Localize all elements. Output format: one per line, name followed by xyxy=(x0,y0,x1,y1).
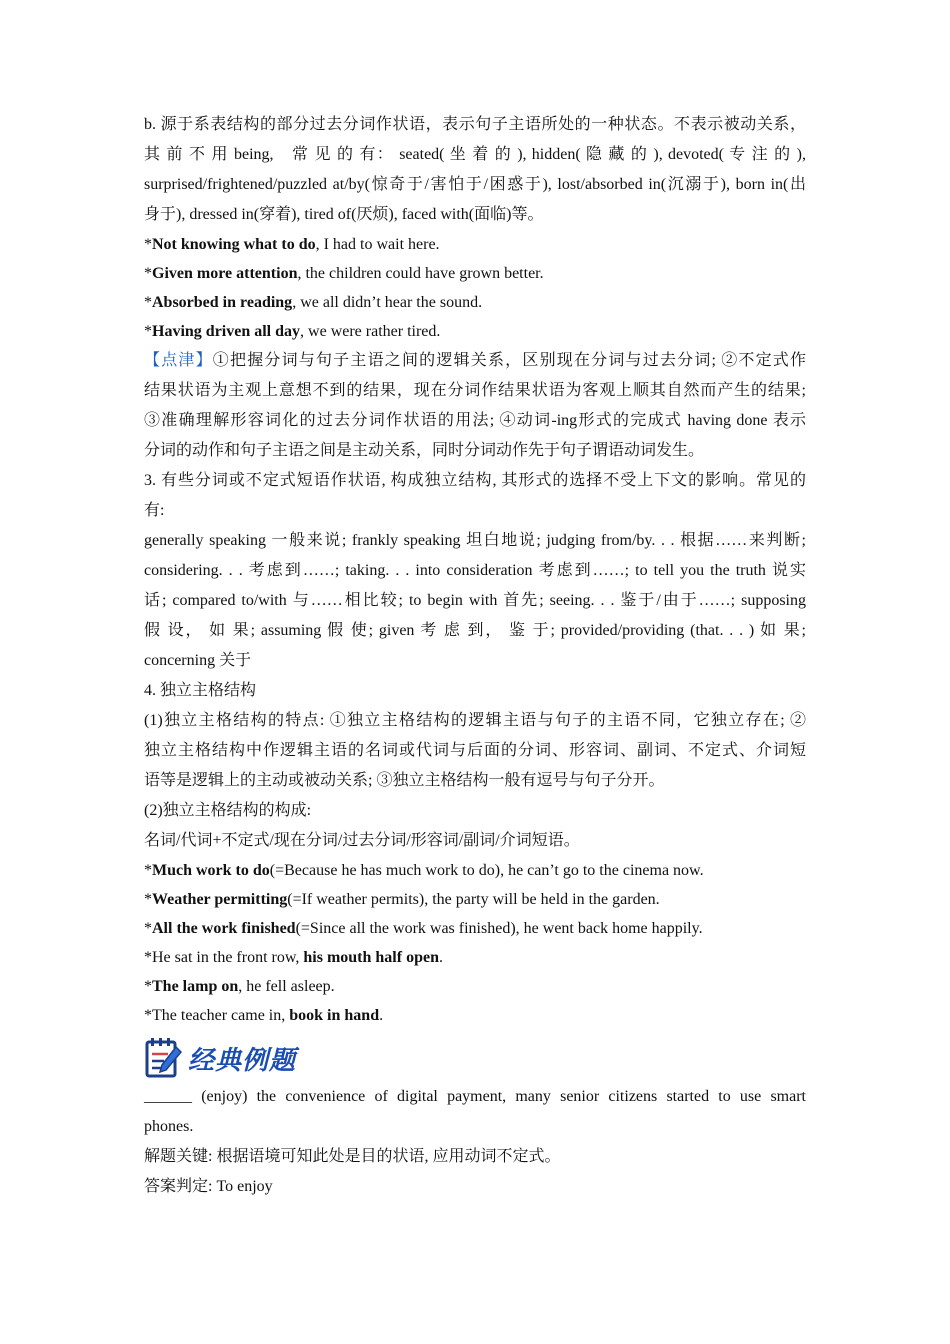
example-bold-phrase: The lamp on xyxy=(152,978,239,995)
example-bold-phrase: All the work finished xyxy=(152,920,296,937)
paragraph-line: 名词/代词+不定式/现在分词/过去分词/形容词/副词/介词短语。 xyxy=(144,832,580,849)
tip-line: 结果状语为主观上意想不到的结果，现在分词作结果状语为客观上顺其自然而产生的结果; xyxy=(144,382,806,399)
section-3 xyxy=(144,466,806,676)
paragraph-line: 3. 有些分词或不定式短语作状语, 构成独立结构, 其形式的选择不受上下文的影响。常见的 xyxy=(144,472,806,489)
example-sentence: *Much work to do(=Because he has much work to do), he can’t go to the cinema now. xyxy=(144,862,704,879)
example-sentence: *The lamp on, he fell asleep. xyxy=(144,978,335,995)
example-bold-phrase: Not knowing what to do xyxy=(152,236,316,253)
tip-line: ③准确理解形容词化的过去分词作状语的用法; ④动词-ing形式的完成式 having done 表示 xyxy=(144,412,806,429)
question-line: phones. xyxy=(144,1118,194,1135)
example-sentence: *All the work finished(=Since all the work was finished), he went back home happily. xyxy=(144,920,703,937)
example-sentence: *He sat in the front row, his mouth half open. xyxy=(144,949,443,966)
classic-example xyxy=(144,1082,806,1202)
paragraph-line: generally speaking 一般来说; frankly speaking 坦白地说; judging from/by. . . 根据……来判断; xyxy=(144,532,806,549)
tip-label: 【点津】 xyxy=(144,352,213,369)
paragraph-line: concerning 关于 xyxy=(144,652,252,669)
example-sentence: *Absorbed in reading, we all didn’t hear the sound. xyxy=(144,294,483,311)
solution-key: 解题关键: 根据语境可知此处是目的状语, 应用动词不定式。 xyxy=(144,1148,561,1165)
subheading: (2)独立主格结构的构成: xyxy=(144,802,312,819)
paragraph-line: 假 设， 如 果; assuming 假 使; given 考 虑 到， 鉴 于; provided/providing (that. . . ) 如 果; xyxy=(144,622,806,639)
tip-block xyxy=(144,346,806,466)
paragraph-line: considering. . . 考虑到……; taking. . . into consideration 考虑到……; to tell you the truth 说实 xyxy=(144,562,806,579)
paragraph-line: 有: xyxy=(144,502,165,519)
paragraph-line: (1)独立主格结构的特点: ①独立主格结构的逻辑主语与句子的主语不同，它独立存在; ② xyxy=(144,712,806,729)
paragraph-line: 其 前 不 用 being, 常 见 的 有： seated( 坐 着 的 ), hidden( 隐 藏 的 ), devoted( 专 注 的 ), xyxy=(144,146,806,163)
example-sentence: *Given more attention, the children could have grown better. xyxy=(144,265,544,282)
example-sentence: *Not knowing what to do, I had to wait here. xyxy=(144,236,440,253)
section-b xyxy=(144,110,806,230)
classic-example-header xyxy=(144,1036,806,1080)
examples-participle xyxy=(144,230,806,346)
example-bold-phrase: Having driven all day xyxy=(152,323,301,340)
paragraph-line: b. 源于系表结构的部分过去分词作状语，表示句子主语所处的一种状态。不表示被动关系， xyxy=(144,116,806,133)
example-bold-phrase: book in hand xyxy=(289,1007,380,1024)
section-heading: 4. 独立主格结构 xyxy=(144,682,257,699)
paragraph-line: 话; compared to/with 与……相比较; to begin with 首先; seeing. . . 鉴于/由于……; supposing xyxy=(144,592,806,609)
tip-line: 分词的动作和句子主语之间是主动关系，同时分词动作先于句子谓语动词发生。 xyxy=(144,442,705,459)
classic-example-title: 经典例题 xyxy=(188,1045,297,1076)
example-bold-phrase: Absorbed in reading xyxy=(152,294,293,311)
example-bold-phrase: his mouth half open xyxy=(303,949,439,966)
paragraph-line: 独立主格结构中作逻辑主语的名词或代词与后面的分词、形容词、副词、不定式、介词短 xyxy=(144,742,806,759)
section-4 xyxy=(144,676,806,856)
example-sentence: *The teacher came in, book in hand. xyxy=(144,1007,384,1024)
paragraph-line: 语等是逻辑上的主动或被动关系; ③独立主格结构一般有逗号与句子分开。 xyxy=(144,772,665,789)
notepad-pencil-icon xyxy=(144,1037,184,1079)
example-sentence: *Weather permitting(=If weather permits), the party will be held in the garden. xyxy=(144,891,660,908)
example-sentence: *Having driven all day, we were rather tired. xyxy=(144,323,441,340)
tip-line: 【点津】①把握分词与句子主语之间的逻辑关系，区别现在分词与过去分词; ②不定式作 xyxy=(144,352,806,369)
example-bold-phrase: Weather permitting xyxy=(152,891,288,908)
paragraph-line: 身于), dressed in(穿着), tired of(厌烦), faced with(面临)等。 xyxy=(144,206,544,223)
document-body xyxy=(144,110,806,1202)
answer-line: 答案判定: To enjoy xyxy=(144,1178,273,1195)
paragraph-line: surprised/frightened/puzzled at/by(惊奇于/害怕于/困惑于), lost/absorbed in(沉溺于), born in(出 xyxy=(144,176,806,193)
question-line: ______ (enjoy) the convenience of digital payment, many senior citizens started to use smart xyxy=(144,1088,806,1105)
examples-absolute xyxy=(144,856,806,1030)
example-bold-phrase: Given more attention xyxy=(152,265,298,282)
example-bold-phrase: Much work to do xyxy=(152,862,270,879)
